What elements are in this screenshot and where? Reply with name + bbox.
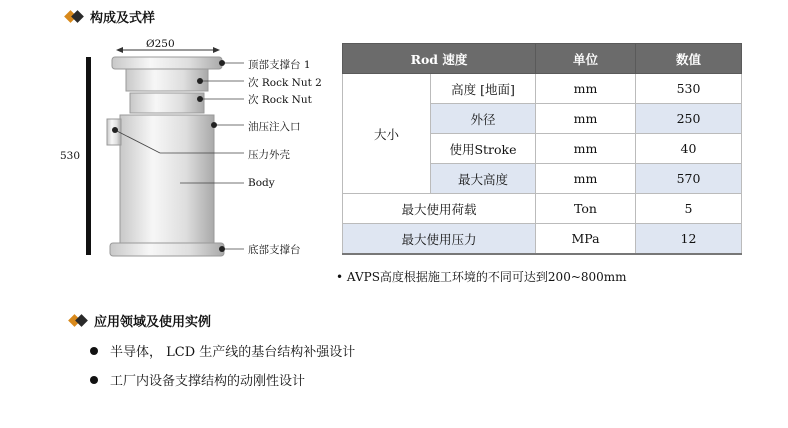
section-title: 应用领域及使用实例 <box>94 315 212 330</box>
section-title: 构成及式样 <box>90 11 156 26</box>
row-name: 使用Stroke <box>431 134 536 164</box>
list-item: 半导体， LCD 生产线的基台结构补强设计 <box>90 341 355 360</box>
label-bottom-support: 底部支撑台 <box>248 244 301 256</box>
list-item: 工厂内设备支撑结构的动刚性设计 <box>90 370 305 389</box>
row-value: 570 <box>636 164 742 194</box>
row-unit: mm <box>536 74 636 104</box>
header-unit: 单位 <box>536 44 636 74</box>
row-name: 最大使用荷载 <box>343 194 536 224</box>
label-body: Body <box>248 177 275 189</box>
row-name: 最大使用压力 <box>343 224 536 255</box>
label-pressure-shell: 压力外壳 <box>248 149 290 161</box>
row-name: 最大高度 <box>431 164 536 194</box>
diamond-bullet-icon <box>70 315 88 327</box>
group-label-size: 大小 <box>343 74 431 194</box>
header-rod-speed: Rod 速度 <box>343 44 536 74</box>
row-value: 250 <box>636 104 742 134</box>
height-dimension-bar <box>86 57 91 255</box>
rock-nut <box>130 93 204 113</box>
diamond-bullet-icon <box>66 11 84 23</box>
cylinder-body <box>120 115 214 245</box>
bottom-support-plate <box>110 243 224 256</box>
label-oil-inlet: 油压注入口 <box>248 121 301 133</box>
top-support-plate <box>112 57 222 69</box>
row-value: 5 <box>636 194 742 224</box>
bullet-dot-icon <box>90 347 98 355</box>
spec-table <box>342 43 742 255</box>
row-name: 高度 [地面] <box>431 74 536 104</box>
table-note: • AVPS高度根据施工环境的不同可达到200~800mm <box>336 270 627 284</box>
diameter-label: Ø250 <box>146 38 175 50</box>
row-unit: Ton <box>536 194 636 224</box>
label-rock-nut-2: 次 Rock Nut 2 <box>248 77 322 89</box>
bullet-dot-icon <box>90 376 98 384</box>
section-header-applications <box>70 311 211 330</box>
row-value: 530 <box>636 74 742 104</box>
row-value: 40 <box>636 134 742 164</box>
header-value: 数值 <box>636 44 742 74</box>
row-unit: MPa <box>536 224 636 255</box>
row-unit: mm <box>536 164 636 194</box>
section-header-spec <box>66 7 155 26</box>
label-top-support: 顶部支撑台 1 <box>248 59 311 71</box>
row-name: 外径 <box>431 104 536 134</box>
row-value: 12 <box>636 224 742 255</box>
height-label: 530 <box>60 150 81 162</box>
row-unit: mm <box>536 104 636 134</box>
rock-nut-2 <box>126 69 208 91</box>
row-unit: mm <box>536 134 636 164</box>
label-rock-nut: 次 Rock Nut <box>248 94 312 106</box>
